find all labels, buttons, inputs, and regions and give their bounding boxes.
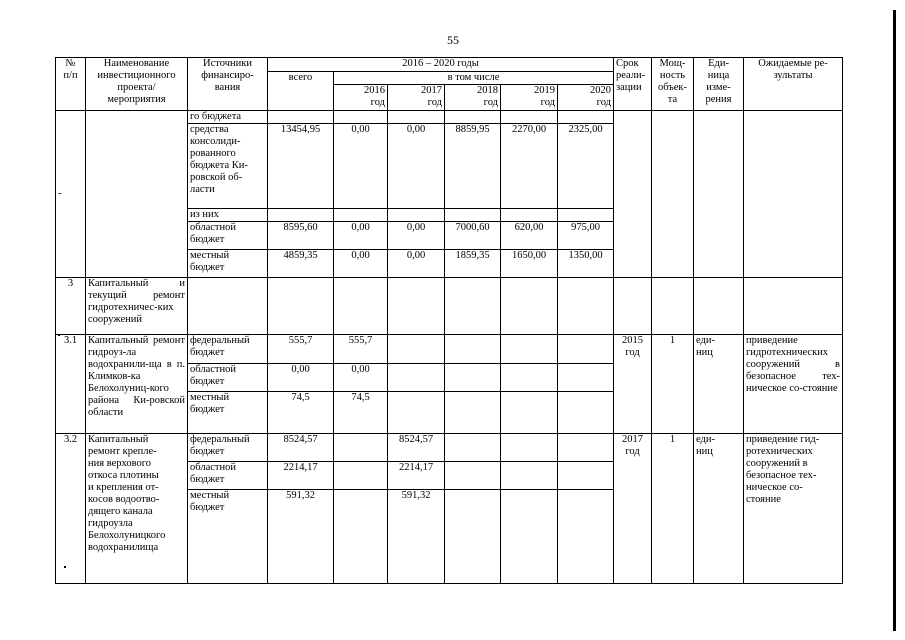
amount-2017: 8524,57 — [388, 434, 445, 462]
amount-2019: 620,00 — [501, 222, 558, 250]
amount-2020 — [558, 434, 614, 462]
page-edge-bar — [893, 10, 896, 631]
amount-2020: 2325,00 — [558, 124, 614, 209]
capacity-cell: 1 — [652, 335, 694, 434]
term-cell — [614, 111, 652, 278]
amount-2019 — [501, 434, 558, 462]
source-cell: областной бюджет — [188, 222, 268, 250]
amount-2020: 975,00 — [558, 222, 614, 250]
amount-2020 — [558, 335, 614, 364]
amount-2018: 8859,95 — [445, 124, 501, 209]
amount-2019: 1650,00 — [501, 250, 558, 278]
amount-2017 — [388, 209, 445, 222]
source-cell: из них — [188, 209, 268, 222]
amount-2017 — [388, 111, 445, 124]
row-num: 3.2 — [56, 434, 86, 584]
amount-total: 0,00 — [268, 364, 334, 392]
amount-2018 — [445, 364, 501, 392]
source-cell: областной бюджет — [188, 364, 268, 392]
row-num: 3.1 — [56, 335, 86, 434]
amount-2019 — [501, 111, 558, 124]
amount-2019: 2270,00 — [501, 124, 558, 209]
amount-2019 — [501, 364, 558, 392]
amount-2019 — [501, 462, 558, 490]
amount-2020 — [558, 462, 614, 490]
amount-total: 2214,17 — [268, 462, 334, 490]
header-including: в том числе — [334, 72, 614, 85]
amount-2016: 0,00 — [334, 250, 388, 278]
amount-2019 — [501, 209, 558, 222]
amount-2019 — [501, 392, 558, 434]
page-number: 55 — [447, 33, 459, 47]
amount-2018 — [445, 278, 501, 335]
source-cell: областной бюджет — [188, 462, 268, 490]
amount-2016 — [334, 111, 388, 124]
term-cell: 2015 год — [614, 335, 652, 434]
row-num: - — [56, 111, 86, 278]
amount-2016: 0,00 — [334, 364, 388, 392]
amount-total: 13454,95 — [268, 124, 334, 209]
source-cell: го бюджета — [188, 111, 268, 124]
unit-cell — [694, 111, 744, 278]
result-cell — [744, 278, 843, 335]
amount-2018 — [445, 490, 501, 584]
amount-total — [268, 278, 334, 335]
result-cell: приведение гид- ротехнических сооружений в безопасное тех- ническое со- стояние — [744, 434, 843, 584]
row-name: Капитальный ремонт крепле- ния верхового откоса плотины и крепления от- косов водоотво- дящего канала гидроузла Белохолуницкого водохранилища — [86, 434, 188, 584]
amount-2016 — [334, 490, 388, 584]
amount-2016 — [334, 209, 388, 222]
amount-2016 — [334, 434, 388, 462]
amount-2019 — [501, 490, 558, 584]
amount-2017: 0,00 — [388, 124, 445, 209]
amount-2016 — [334, 462, 388, 490]
header-total: всего — [268, 72, 334, 111]
header-year-2019: 2019 год — [501, 85, 558, 111]
amount-2018: 1859,35 — [445, 250, 501, 278]
amount-2018 — [445, 392, 501, 434]
row-name: Капитальный и текущий ремонт гидротехничес-ких сооружений — [86, 278, 188, 335]
amount-total — [268, 209, 334, 222]
header-year-2017: 2017 год — [388, 85, 445, 111]
amount-2020 — [558, 490, 614, 584]
amount-total: 8595,60 — [268, 222, 334, 250]
amount-total: 591,32 — [268, 490, 334, 584]
amount-2017: 591,32 — [388, 490, 445, 584]
header-term: Срок реали- зации — [614, 58, 652, 111]
unit-cell: еди- ниц — [694, 434, 744, 584]
amount-2018 — [445, 462, 501, 490]
row-name: Капитальный ремонт гидроуз-ла водохранили-ща в п. Климков-ка Белохолуниц-кого района Ки-ровской области — [86, 335, 188, 434]
amount-2018 — [445, 111, 501, 124]
amount-2017 — [388, 392, 445, 434]
amount-2016: 74,5 — [334, 392, 388, 434]
amount-2020: 1350,00 — [558, 250, 614, 278]
term-cell — [614, 278, 652, 335]
amount-2017: 0,00 — [388, 250, 445, 278]
header-unit: Еди- ница изме- рения — [694, 58, 744, 111]
amount-total: 4859,35 — [268, 250, 334, 278]
header-year-2016: 2016 год — [334, 85, 388, 111]
amount-2017: 0,00 — [388, 222, 445, 250]
header-year-2018: 2018 год — [445, 85, 501, 111]
amount-2017 — [388, 364, 445, 392]
term-cell: 2017 год — [614, 434, 652, 584]
header-num: № п/п — [56, 58, 86, 111]
amount-2020 — [558, 278, 614, 335]
amount-total: 555,7 — [268, 335, 334, 364]
result-cell: приведение гидротехнических сооружений в безопасное тех-ническое со-стояние — [744, 335, 843, 434]
source-cell: средства консолиди- рованного бюджета Ки- ровской об- ласти — [188, 124, 268, 209]
source-cell: местный бюджет — [188, 490, 268, 584]
amount-2017: 2214,17 — [388, 462, 445, 490]
unit-cell: еди- ниц — [694, 335, 744, 434]
unit-cell — [694, 278, 744, 335]
result-cell — [744, 111, 843, 278]
header-period: 2016 – 2020 годы — [268, 58, 614, 72]
header-capacity: Мощ- ность объек- та — [652, 58, 694, 111]
amount-2020 — [558, 209, 614, 222]
amount-total: 74,5 — [268, 392, 334, 434]
amount-2020 — [558, 364, 614, 392]
amount-2019 — [501, 278, 558, 335]
amount-total — [268, 111, 334, 124]
source-cell — [188, 278, 268, 335]
amount-2016: 555,7 — [334, 335, 388, 364]
capacity-cell — [652, 278, 694, 335]
amount-2020 — [558, 392, 614, 434]
amount-2017 — [388, 335, 445, 364]
amount-2016: 0,00 — [334, 124, 388, 209]
amount-2017 — [388, 278, 445, 335]
source-cell: федеральный бюджет — [188, 434, 268, 462]
amount-2016 — [334, 278, 388, 335]
header-sources: Источники финансиро- вания — [188, 58, 268, 111]
amount-2018: 7000,60 — [445, 222, 501, 250]
amount-2020 — [558, 111, 614, 124]
header-name: Наименование инвестиционного проекта/ мероприятия — [86, 58, 188, 111]
header-results: Ожидаемые ре- зультаты — [744, 58, 843, 111]
source-cell: местный бюджет — [188, 250, 268, 278]
source-cell: федеральный бюджет — [188, 335, 268, 364]
amount-2018 — [445, 209, 501, 222]
row-name — [86, 111, 188, 278]
amount-2018 — [445, 434, 501, 462]
capacity-cell: 1 — [652, 434, 694, 584]
row-num: 3 — [56, 278, 86, 335]
source-cell: местный бюджет — [188, 392, 268, 434]
amount-2019 — [501, 335, 558, 364]
header-year-2020: 2020 год — [558, 85, 614, 111]
amount-2018 — [445, 335, 501, 364]
amount-total: 8524,57 — [268, 434, 334, 462]
investment-table — [55, 57, 843, 584]
amount-2016: 0,00 — [334, 222, 388, 250]
capacity-cell — [652, 111, 694, 278]
